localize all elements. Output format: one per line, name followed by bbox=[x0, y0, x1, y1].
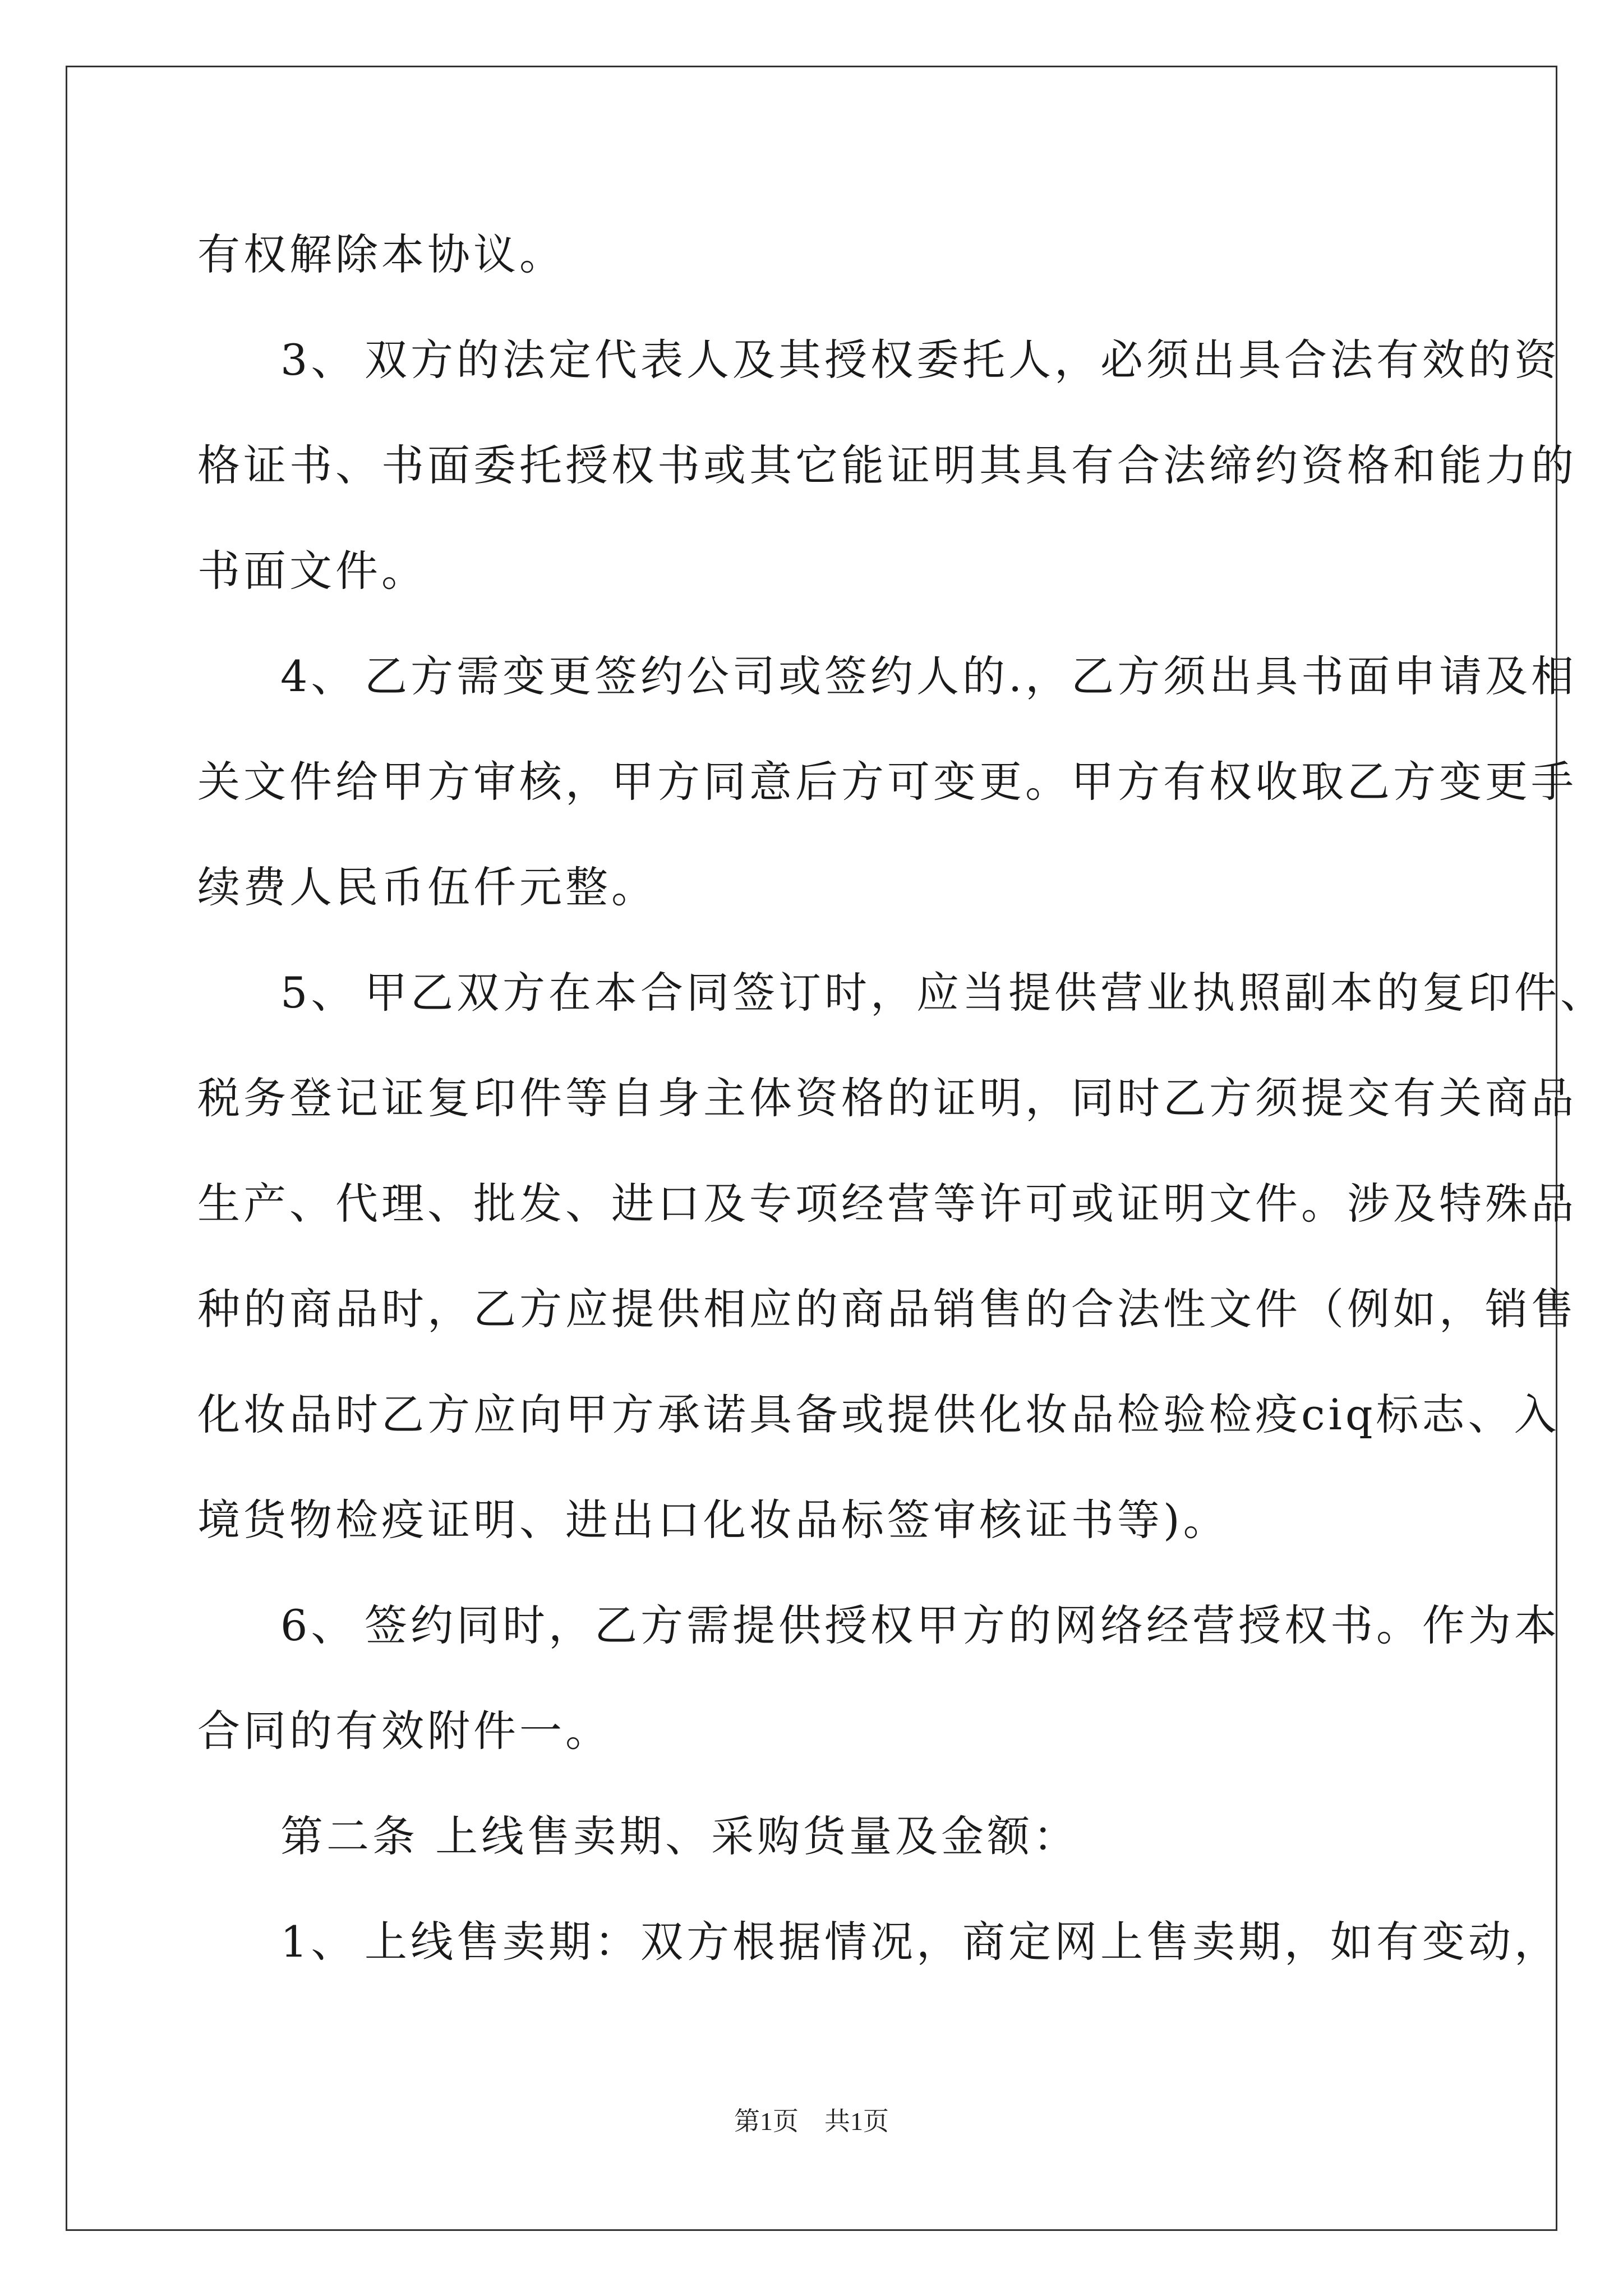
text-line: 合同的有效附件一。 bbox=[197, 1706, 611, 1756]
text-line: 格证书、书面委托授权书或其它能证明其具有合法缔约资格和能力的 bbox=[197, 440, 1577, 490]
text-line: 3、 双方的法定代表人及其授权委托人，必须出具合法有效的资 bbox=[197, 307, 1448, 413]
item-number: 4、 bbox=[280, 651, 357, 701]
item-number: 1、 bbox=[280, 1917, 357, 1967]
item-number: 5、 bbox=[280, 968, 357, 1018]
section-heading: 第二条 上线售卖期、采购货量及金额： bbox=[280, 1811, 1080, 1861]
text-line: 1、 上线售卖期：双方根据情况，商定网上售卖期，如有变动， bbox=[197, 1889, 1448, 1995]
text-line: 境货物检疫证明、进出口化妆品标签审核证书等)。 bbox=[197, 1495, 1229, 1545]
text-line: 6、 签约同时，乙方需提供授权甲方的网络经营授权书。作为本 bbox=[197, 1573, 1448, 1678]
text-line: 化妆品时乙方应向甲方承诺具备或提供化妆品检验检疫ciq标志、入 bbox=[197, 1389, 1560, 1439]
document-body bbox=[197, 202, 1606, 1995]
text-line: 续费人民币伍仟元整。 bbox=[197, 862, 657, 912]
page-total: 共1页 bbox=[824, 2107, 889, 2136]
text-line: 生产、代理、批发、进口及专项经营等许可或证明文件。涉及特殊品 bbox=[197, 1179, 1577, 1228]
item-number: 3、 bbox=[280, 335, 357, 385]
text-line: 4、 乙方需变更签约公司或签约人的.，乙方须出具书面申请及相 bbox=[197, 624, 1448, 729]
page-footer bbox=[0, 2101, 1623, 2138]
page-number: 第1页 bbox=[734, 2107, 799, 2136]
text-line: 有权解除本协议。 bbox=[197, 229, 565, 279]
text-line: 书面文件。 bbox=[197, 546, 427, 596]
text-line: 5、 甲乙双方在本合同签订时，应当提供营业执照副本的复印件、 bbox=[197, 940, 1448, 1046]
item-number: 6、 bbox=[280, 1600, 357, 1650]
text-line: 关文件给甲方审核，甲方同意后方可变更。甲方有权收取乙方变更手 bbox=[197, 757, 1577, 807]
text-line: 种的商品时，乙方应提供相应的商品销售的合法性文件（例如，销售 bbox=[197, 1284, 1577, 1334]
text-line: 税务登记证复印件等自身主体资格的证明，同时乙方须提交有关商品 bbox=[197, 1073, 1577, 1123]
